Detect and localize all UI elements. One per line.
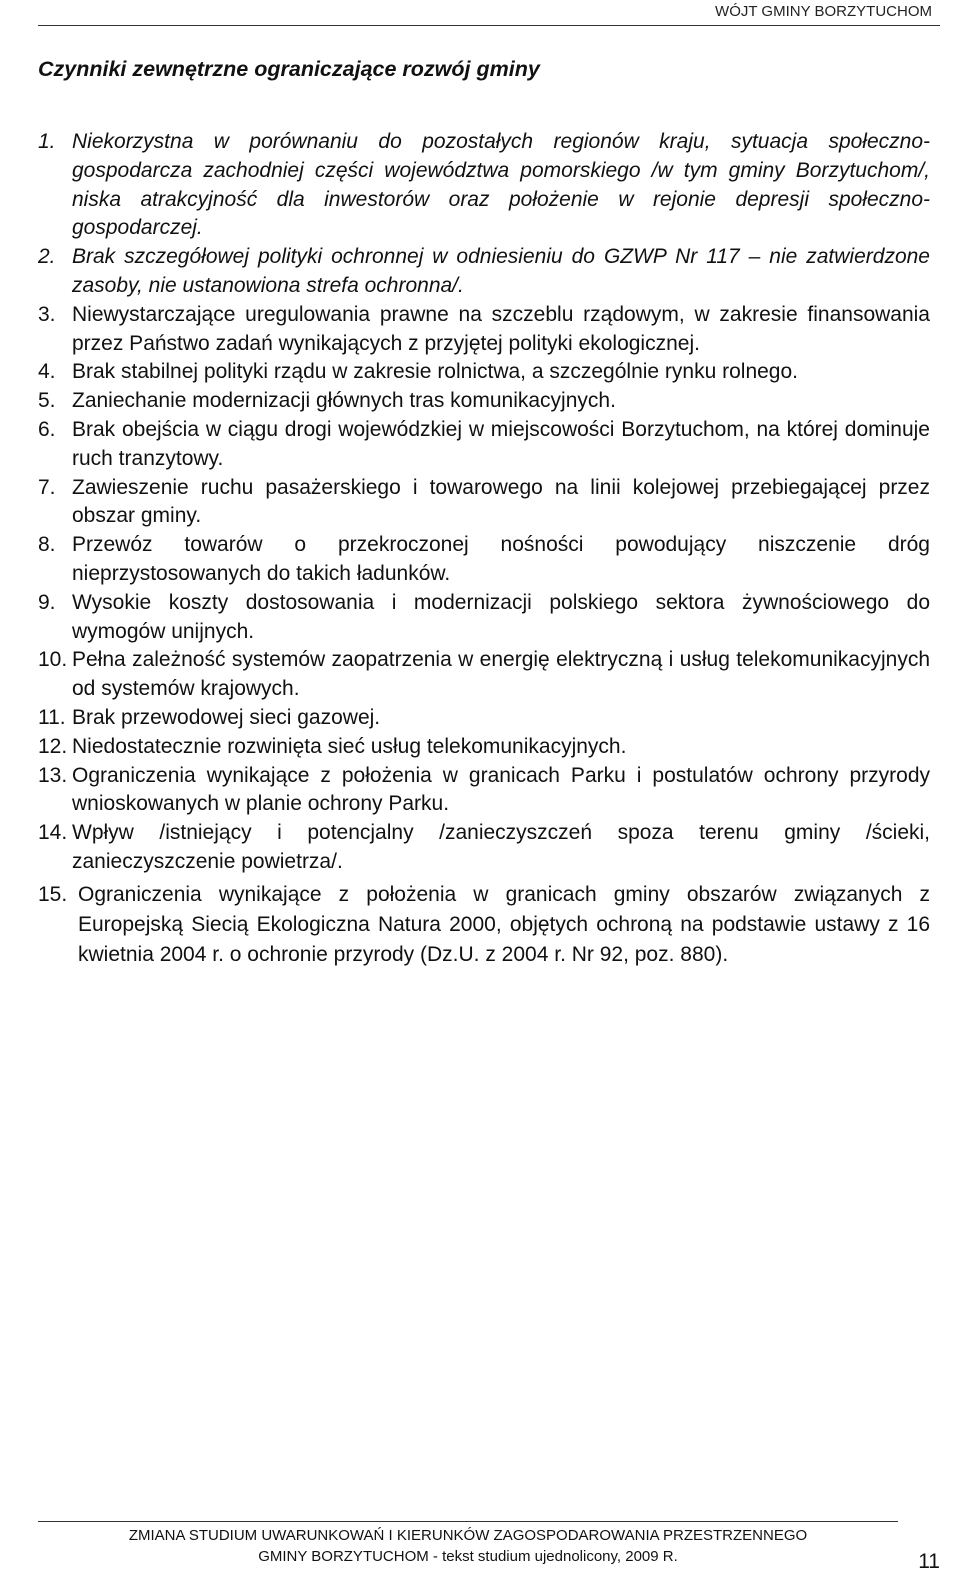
item-number: 11.	[38, 705, 66, 729]
item-number: 5.	[38, 389, 56, 413]
item-text: Brak obejścia w ciągu drogi wojewódzkiej w miejscowości Borzytuchom, na której dominuje ruch tranzytowy.	[72, 417, 930, 470]
item-text: Niekorzystna w porównaniu do pozostałych regionów kraju, sytuacja społeczno-gospodarcza zachodniej części województwa pomorskiego /w tym gminy Borzytuchom/, niska atrakcyjność dla inwestorów oraz położenie w rejonie depresji społeczno-gospodarczej.	[72, 130, 930, 240]
item-number: 14.	[38, 821, 68, 845]
item-number: 10.	[38, 648, 68, 672]
list-item	[38, 733, 930, 762]
footer-divider	[38, 1521, 898, 1522]
item-text: Brak stabilnej polityki rządu w zakresie rolnictwa, a szczególnie rynku rolnego.	[72, 360, 798, 384]
item-number: 3.	[38, 302, 56, 326]
item-number: 6.	[38, 417, 56, 441]
section-title: Czynniki zewnętrzne ograniczające rozwój gminy	[38, 57, 540, 81]
item-text: Wpływ /istniejący i potencjalny /zanieczyszczeń spoza terenu gminy /ścieki, zanieczyszczenie powietrza/.	[72, 821, 930, 873]
list-item	[38, 387, 930, 416]
item-text: Zawieszenie ruchu pasażerskiego i towarowego na linii kolejowej przebiegającej przez obszar gminy.	[72, 475, 930, 528]
item-text: Wysokie koszty dostosowania i modernizacji polskiego sektora żywnościowego do wymogów unijnych.	[72, 590, 930, 643]
item-number: 15.	[38, 882, 68, 906]
footer-line-2: GMINY BORZYTUCHOM - tekst studium ujednolicony, 2009 R.	[258, 1548, 678, 1565]
item-number: 9.	[38, 590, 56, 614]
item-text: Brak szczegółowej polityki ochronnej w odniesieniu do GZWP Nr 117 – nie zatwierdzone zasoby, nie ustanowiona strefa ochronna/.	[72, 245, 930, 297]
item-number: 8.	[38, 533, 56, 557]
item-number: 13.	[38, 763, 68, 787]
list-item	[38, 301, 930, 359]
item-number: 4.	[38, 360, 56, 384]
item-text: Pełna zależność systemów zaopatrzenia w energię elektryczną i usług telekomunikacyjnych od systemów krajowych.	[72, 648, 930, 701]
page-footer	[38, 1525, 898, 1567]
item-text: Ograniczenia wynikające z położenia w granicach gminy obszarów związanych z Europejską Siecią Ekologiczna Natura 2000, objętych ochroną na podstawie ustawy z 16 kwietnia 2004 r. o ochronie przyrody (Dz.U. z 2004 r. Nr 92, poz. 880).	[78, 882, 930, 966]
list-item	[38, 704, 930, 733]
list-item	[38, 358, 930, 387]
item-number: 2.	[38, 245, 56, 269]
list-item	[38, 531, 930, 589]
item-text: Zaniechanie modernizacji głównych tras komunikacyjnych.	[72, 389, 616, 413]
page-number: 11	[918, 1550, 940, 1573]
item-number: 1.	[38, 130, 56, 153]
list-item	[38, 416, 930, 474]
list-item	[38, 880, 930, 970]
list-item	[38, 589, 930, 647]
item-text: Niewystarczające uregulowania prawne na szczeblu rządowym, w zakresie finansowania przez Państwo zadań wynikających z przyjętej polityki ekologicznej.	[72, 302, 930, 355]
item-text: Ograniczenia wynikające z położenia w granicach Parku i postulatów ochrony przyrody wnioskowanych w planie ochrony Parku.	[72, 763, 930, 816]
list-item	[38, 819, 930, 877]
item-number: 7.	[38, 475, 56, 499]
footer-line-1: ZMIANA STUDIUM UWARUNKOWAŃ I KIERUNKÓW ZAGOSPODAROWANIA PRZESTRZENNEGO	[128, 1527, 808, 1544]
running-header: WÓJT GMINY BORZYTUCHOM	[715, 3, 932, 20]
item-number: 12.	[38, 734, 68, 758]
item-text: Niedostatecznie rozwinięta sieć usług telekomunikacyjnych.	[72, 734, 627, 758]
list-item	[38, 128, 930, 243]
constraints-list	[38, 128, 930, 970]
list-item	[38, 474, 930, 532]
list-item	[38, 243, 930, 301]
list-item	[38, 762, 930, 820]
item-text: Brak przewodowej sieci gazowej.	[72, 705, 381, 729]
list-item	[38, 646, 930, 704]
header-divider	[38, 25, 940, 26]
item-text: Przewóz towarów o przekroczonej nośności powodujący niszczenie dróg nieprzystosowanych do takich ładunków.	[72, 533, 930, 585]
